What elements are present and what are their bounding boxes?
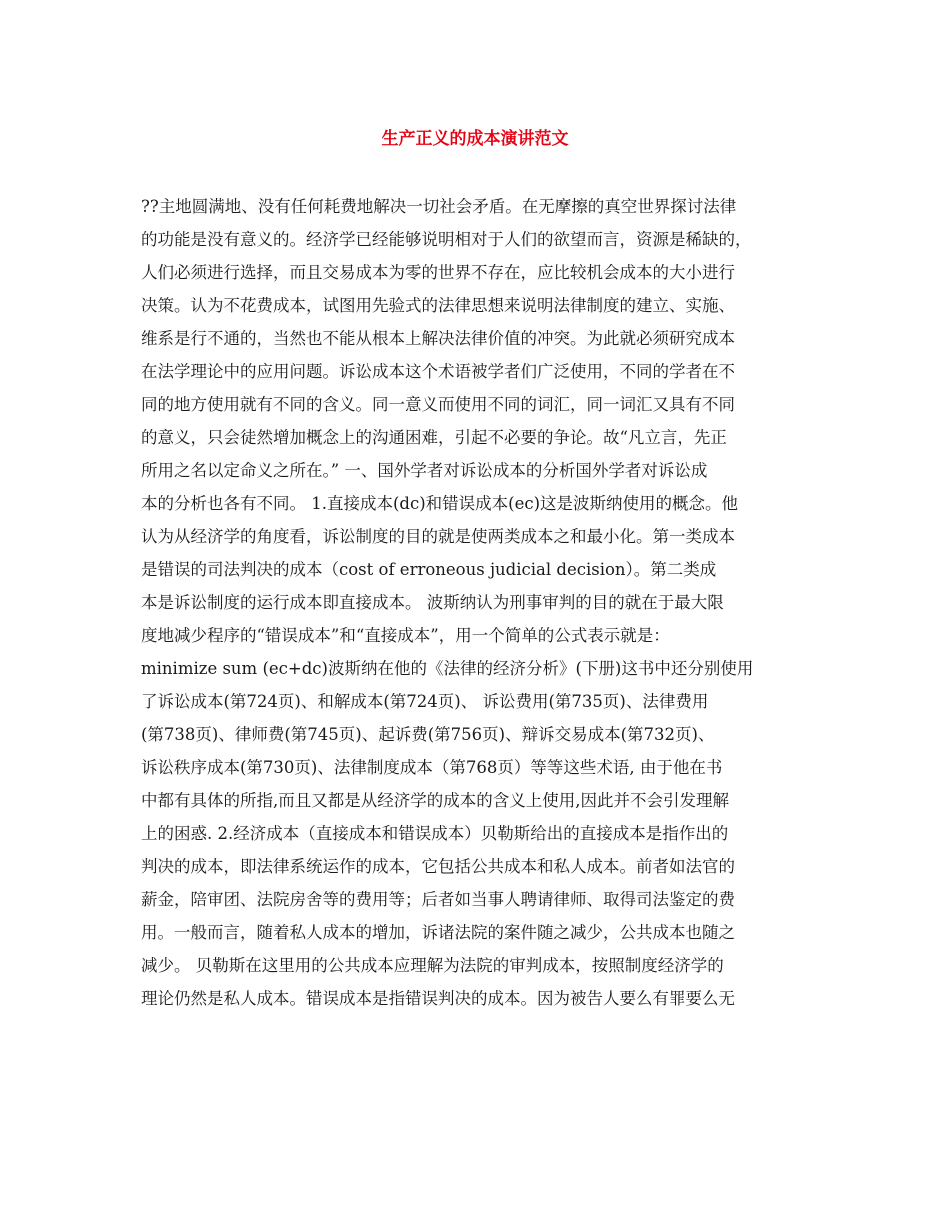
- body-line: 理论仍然是私人成本。错误成本是指错误判决的成本。因为被告人要么有罪要么无: [141, 989, 735, 1008]
- body-line: 上的困惑. 2.经济成本（直接成本和错误成本）贝勒斯给出的直接成本是指作出的: [141, 824, 729, 843]
- body-line: 本的分析也各有不同。 1.直接成本(dc)和错误成本(ec)这是波斯纳使用的概念。他: [141, 494, 739, 513]
- body-line: 在法学理论中的应用问题。诉讼成本这个术语被学者们广泛使用，不同的学者在不: [141, 362, 735, 381]
- document-body: [141, 190, 811, 1015]
- body-line: 用。一般而言，随着私人成本的增加，诉诸法院的案件随之减少，公共成本也随之: [141, 923, 735, 942]
- body-line: 是错误的司法判决的成本（cost of erroneous judicial decision）。第二类成: [141, 560, 717, 579]
- body-line: 认为从经济学的角度看，诉讼制度的目的就是使两类成本之和最小化。第一类成本: [141, 527, 735, 546]
- body-line: 的意义，只会徒然增加概念上的沟通困难，引起不必要的争论。故“凡立言，先正: [141, 428, 727, 447]
- body-line: 减少。 贝勒斯在这里用的公共成本应理解为法院的审判成本，按照制度经济学的: [141, 956, 724, 975]
- body-line: 中都有具体的所指,而且又都是从经济学的成本的含义上使用,因此并不会引发理解: [141, 791, 729, 810]
- body-line: 了诉讼成本(第724页)、和解成本(第724页)、 诉讼费用(第735页)、法律费用: [141, 692, 709, 711]
- body-line: 人们必须进行选择，而且交易成本为零的世界不存在，应比较机会成本的大小进行: [141, 263, 735, 282]
- body-line: minimize sum (ec+dc)波斯纳在他的《法律的经济分析》(下册)这书中还分别使用: [141, 659, 754, 678]
- body-line: 判决的成本，即法律系统运作的成本，它包括公共成本和私人成本。前者如法官的: [141, 857, 735, 876]
- body-line: 所用之名以定命义之所在。” 一、国外学者对诉讼成本的分析国外学者对诉讼成: [141, 461, 708, 480]
- body-line: 同的地方使用就有不同的含义。同一意义而使用不同的词汇，同一词汇又具有不同: [141, 395, 735, 414]
- body-line: 诉讼秩序成本(第730页)、法律制度成本（第768页）等等这些术语, 由于他在书: [141, 758, 723, 777]
- body-line: 的功能是没有意义的。经济学已经能够说明相对于人们的欲望而言，资源是稀缺的，: [141, 230, 752, 249]
- body-line: (第738页)、律师费(第745页)、起诉费(第756页)、辩诉交易成本(第732页)、: [141, 725, 715, 744]
- body-line: 维系是行不通的，当然也不能从根本上解决法律价值的冲突。为此就必须研究成本: [141, 329, 735, 348]
- body-line: 度地减少程序的“错误成本”和“直接成本”，用一个简单的公式表示就是：: [141, 626, 670, 645]
- body-line: 薪金，陪审团、法院房舍等的费用等；后者如当事人聘请律师、取得司法鉴定的费: [141, 890, 735, 909]
- body-line: ??主地圆满地、没有任何耗费地解决一切社会矛盾。在无摩擦的真空世界探讨法律: [141, 197, 737, 216]
- body-line: 决策。认为不花费成本，试图用先验式的法律思想来说明法律制度的建立、实施、: [141, 296, 735, 315]
- document-title: 生产正义的成本演讲范文: [381, 129, 569, 149]
- body-line: 本是诉讼制度的运行成本即直接成本。 波斯纳认为刑事审判的目的就在于最大限: [141, 593, 724, 612]
